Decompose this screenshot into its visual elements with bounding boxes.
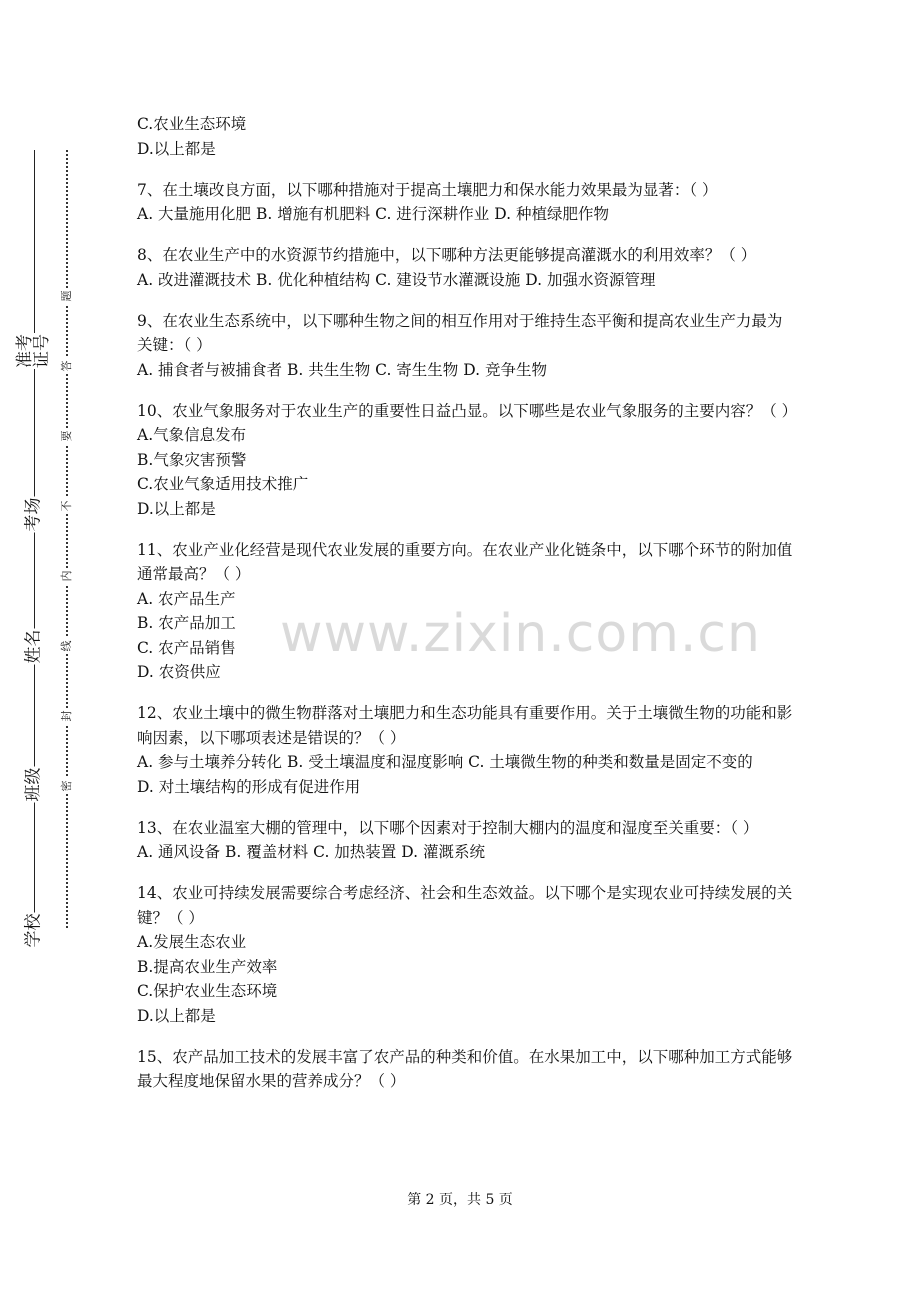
question-8 bbox=[137, 243, 797, 292]
question-stem: 14、农业可持续发展需要综合考虑经济、社会和生态效益。以下哪个是实现农业可持续发展的关键？（ ） bbox=[137, 884, 793, 927]
question-stem: 13、在农业温室大棚的管理中，以下哪个因素对于控制大棚内的温度和湿度至关重要：（ ） bbox=[137, 818, 759, 837]
option-line: A.发展生态农业 bbox=[137, 933, 247, 951]
option-line: C. 农产品销售 bbox=[137, 638, 236, 657]
question-options: A. 大量施用化肥 B. 增施有机肥料 C. 进行深耕作业 D. 种植绿肥作物 bbox=[137, 205, 609, 223]
question-stem: 11、农业产业化经营是现代农业发展的重要方向。在农业产业化链条中，以下哪个环节的附加值通常最高？（ ） bbox=[137, 540, 793, 583]
seal-char: 封 bbox=[58, 708, 74, 724]
option-line: B.气象灾害预警 bbox=[137, 450, 247, 469]
option-line: D.以上都是 bbox=[137, 499, 216, 518]
question-15 bbox=[137, 1045, 797, 1094]
question-content bbox=[137, 112, 797, 1094]
label-name: 姓名 bbox=[23, 629, 44, 664]
question-14 bbox=[137, 881, 797, 1028]
binding-strip bbox=[0, 150, 90, 950]
question-stem: 8、在农业生产中的水资源节约措施中，以下哪种方法更能够提高灌溉水的利用效率？（ ） bbox=[137, 246, 757, 264]
option-line: D. 农资供应 bbox=[137, 663, 221, 681]
label-school: 学校 bbox=[23, 913, 44, 948]
option-line: C.农业生态环境 bbox=[137, 115, 247, 133]
option-line: C.保护农业生态环境 bbox=[137, 982, 278, 1000]
watermark: www.zixin.com.cn bbox=[280, 604, 761, 664]
question-options: A. 通风设备 B. 覆盖材料 C. 加热装置 D. 灌溉系统 bbox=[137, 843, 485, 861]
seal-char: 答 bbox=[58, 358, 74, 374]
question-options: A. 捕食者与被捕食者 B. 共生生物 C. 寄生生物 D. 竞争生物 bbox=[137, 360, 547, 379]
seal-char: 要 bbox=[58, 428, 74, 444]
seal-char: 内 bbox=[58, 568, 74, 584]
question-stem: 15、农产品加工技术的发展丰富了农产品的种类和价值。在水果加工中，以下哪种加工方式能够最大程度地保留水果的营养成分？（ ） bbox=[137, 1047, 793, 1090]
option-line: A. 参与土壤养分转化 B. 受土壤温度和湿度影响 C. 土壤微生物的种类和数量是固定不变的 bbox=[137, 753, 753, 771]
seal-char: 不 bbox=[58, 498, 74, 514]
fill-in-line bbox=[34, 150, 35, 928]
question-options: A. 改进灌溉技术 B. 优化种植结构 C. 建设节水灌溉设施 D. 加强水资源管理 bbox=[137, 270, 656, 289]
label-exam-number: 准考证号 bbox=[15, 334, 52, 368]
option-line: D.以上都是 bbox=[137, 139, 216, 158]
option-line: B. 农产品加工 bbox=[137, 614, 236, 632]
label-class: 班级 bbox=[23, 767, 44, 802]
seal-char: 题 bbox=[58, 288, 74, 304]
option-line: A.气象信息发布 bbox=[137, 426, 247, 444]
question-7 bbox=[137, 178, 797, 227]
option-line: D.以上都是 bbox=[137, 1006, 216, 1025]
question-12 bbox=[137, 701, 797, 799]
question-11 bbox=[137, 538, 797, 685]
question-stem: 7、在土壤改良方面，以下哪种措施对于提高土壤肥力和保水能力效果最为显著：（ ） bbox=[137, 180, 718, 199]
question-stem: 12、农业土壤中的微生物群落对土壤肥力和生态功能具有重要作用。关于土壤微生物的功能和影响因素，以下哪项表述是错误的？（ ） bbox=[137, 704, 793, 747]
option-line: B.提高农业生产效率 bbox=[137, 957, 278, 976]
option-line: D. 对土壤结构的形成有促进作用 bbox=[137, 777, 361, 796]
seal-dotted-line bbox=[66, 150, 68, 928]
page-footer: 第 2 页，共 5 页 bbox=[407, 1192, 513, 1208]
question-stem: 9、在农业生态系统中，以下哪种生物之间的相互作用对于维持生态平衡和提高农业生产力最为关键：（ ） bbox=[137, 311, 783, 354]
seal-char: 密 bbox=[58, 778, 74, 794]
question-stem: 10、农业气象服务对于农业生产的重要性日益凸显。以下哪些是农业气象服务的主要内容？（ ） bbox=[137, 401, 798, 420]
label-exam-room: 考场 bbox=[23, 497, 44, 532]
question-10 bbox=[137, 399, 797, 522]
question-9 bbox=[137, 309, 797, 383]
option-line: C.农业气象适用技术推广 bbox=[137, 475, 309, 493]
option-line: A. 农产品生产 bbox=[137, 589, 236, 608]
question-13 bbox=[137, 816, 797, 865]
seal-char: 线 bbox=[58, 638, 74, 654]
